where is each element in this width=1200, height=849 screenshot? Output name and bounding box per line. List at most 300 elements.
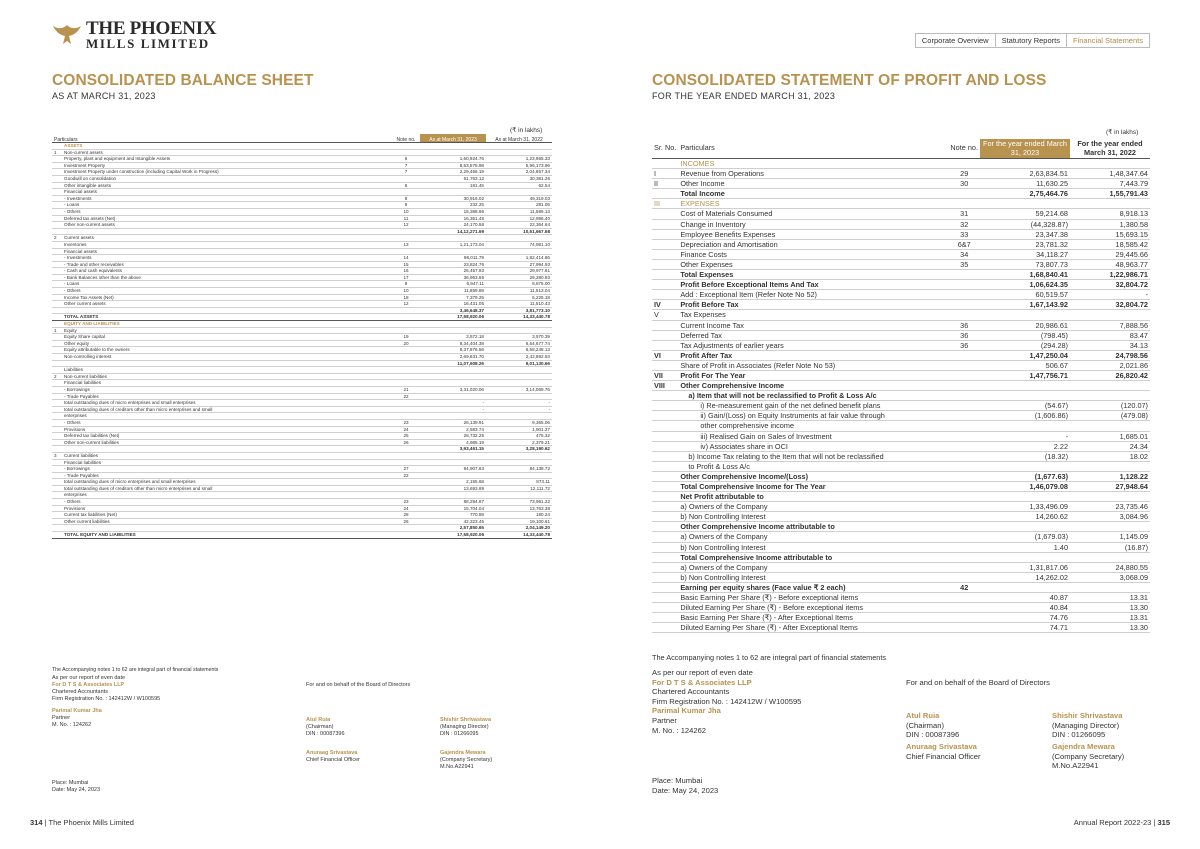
row-particulars: Current liabilities	[62, 452, 392, 459]
pl-auditor-firm-type: Chartered Accountants	[652, 687, 730, 697]
table-row	[652, 330, 1150, 340]
pl-director-2-role: (Managing Director)	[1052, 720, 1120, 730]
table-row	[52, 472, 552, 479]
row-note	[948, 360, 980, 370]
row-particulars: other comprehensive income	[678, 421, 948, 431]
row-particulars: Other intangible assets	[62, 182, 392, 189]
table-row	[52, 182, 552, 189]
row-particulars: a) Owners of the Company	[678, 502, 948, 512]
table-row	[652, 613, 1150, 623]
footer-report: Annual Report 2022-23	[1073, 818, 1152, 827]
row-particulars: - Others	[62, 499, 392, 506]
row-value-2023: 40.84	[980, 603, 1070, 613]
tab-statutory-reports[interactable]: Statutory Reports	[995, 34, 1066, 47]
row-value-2023: 770.89	[420, 512, 486, 519]
row-sr	[652, 421, 678, 431]
director-1-name: Atul Ruia	[306, 717, 331, 723]
row-note: 21	[392, 386, 420, 393]
row-value-2023	[980, 421, 1070, 431]
row-note: 24	[392, 505, 420, 512]
row-particulars: a) Owners of the Company	[678, 562, 948, 572]
row-value-2022: 22,364.64	[486, 222, 552, 229]
row-particulars: total outstanding dues of creditors other than micro enterprises and small	[62, 485, 392, 492]
row-sr	[52, 446, 62, 453]
table-row	[52, 255, 552, 262]
row-value-2022: 1,22,986.71	[1070, 270, 1150, 280]
row-note	[948, 431, 980, 441]
table-row	[52, 505, 552, 512]
row-value-2022: 6,58,248.13	[486, 347, 552, 354]
row-sr	[652, 360, 678, 370]
row-note	[392, 367, 420, 374]
row-sr	[52, 169, 62, 176]
row-note: 13	[392, 241, 420, 248]
row-particulars: i) Re-measurement gain of the net defined benefit plans	[678, 401, 948, 411]
cs-role: (Company Secretary)	[440, 757, 493, 763]
table-row	[52, 274, 552, 281]
pl-partner-mno: M. No. : 124262	[652, 725, 707, 735]
auditor-firm: For D T S & Associates LLP	[52, 682, 125, 688]
row-particulars	[62, 525, 392, 532]
table-row	[652, 623, 1150, 633]
row-note	[392, 485, 420, 492]
row-value-2022: 3,81,773.10	[486, 307, 552, 314]
table-row	[652, 603, 1150, 613]
row-value-2022	[486, 149, 552, 156]
tab-financial-statements[interactable]: Financial Statements	[1066, 34, 1149, 47]
cs-name: Gajendra Mewara	[440, 750, 486, 756]
row-particulars: Revenue from Operations	[678, 169, 948, 179]
row-sr	[52, 162, 62, 169]
row-particulars: Investment Property	[62, 162, 392, 169]
table-row	[652, 542, 1150, 552]
director-2-din: DIN : 01266095	[440, 731, 479, 737]
section-nav	[915, 33, 1150, 48]
table-row	[652, 552, 1150, 562]
row-value-2023	[980, 159, 1070, 169]
page-number-left: 314	[30, 818, 43, 827]
row-value-2023: 13,693.89	[420, 485, 486, 492]
row-value-2023: 24,170.58	[420, 222, 486, 229]
pl-director-2-din: DIN : 01266095	[1052, 730, 1106, 740]
row-sr	[52, 202, 62, 209]
table-row	[52, 228, 552, 235]
row-value-2022	[1070, 582, 1150, 592]
row-sr	[652, 613, 678, 623]
row-note	[392, 380, 420, 387]
pl-auditor-firm: For D T S & Associates LLP	[652, 677, 752, 687]
left-footer: 314 | The Phoenix Mills Limited	[30, 818, 134, 827]
table-row	[52, 261, 552, 268]
row-sr: IV	[652, 300, 678, 310]
table-row	[652, 572, 1150, 582]
table-row	[52, 143, 552, 150]
row-particulars	[62, 228, 392, 235]
row-sr: 1	[52, 149, 62, 156]
row-value-2023	[420, 413, 486, 420]
row-value-2022	[486, 380, 552, 387]
row-sr	[652, 209, 678, 219]
row-value-2023	[980, 310, 1070, 320]
header-particulars: Particulars	[678, 139, 948, 159]
table-row	[652, 421, 1150, 431]
table-row	[52, 492, 552, 499]
row-particulars: - Loans	[62, 281, 392, 288]
row-particulars: Provisions	[62, 426, 392, 433]
row-note	[392, 314, 420, 321]
table-row	[652, 229, 1150, 239]
row-value-2023: 40.87	[980, 593, 1070, 603]
cfo-name: Anuraag Srivastava	[306, 750, 358, 756]
row-sr	[52, 393, 62, 400]
table-row	[652, 502, 1150, 512]
row-particulars: Inventories	[62, 241, 392, 248]
row-value-2023: 98,011.79	[420, 255, 486, 262]
row-sr	[652, 552, 678, 562]
partner-name: Parimal Kumar Jha	[52, 708, 102, 714]
row-value-2023: 3,31,020.06	[420, 386, 486, 393]
table-row	[652, 340, 1150, 350]
row-value-2022	[1070, 461, 1150, 471]
table-row	[52, 169, 552, 176]
row-particulars: - Others	[62, 419, 392, 426]
table-row	[52, 459, 552, 466]
table-row	[652, 169, 1150, 179]
row-value-2023: 506.67	[980, 360, 1070, 370]
row-particulars: TOTAL EQUITY AND LIABILITIES	[62, 532, 392, 539]
table-row	[52, 419, 552, 426]
row-sr	[652, 259, 678, 269]
row-note	[948, 552, 980, 562]
row-note	[392, 347, 420, 354]
pl-cs-name: Gajendra Mewara	[1052, 742, 1115, 751]
pl-place: Place: Mumbai	[652, 776, 703, 785]
row-value-2022: 8,875.00	[486, 281, 552, 288]
row-note: 24	[392, 426, 420, 433]
table-row	[52, 446, 552, 453]
row-particulars: Investment Property under construction (including Capital Work in Progress)	[62, 169, 392, 176]
row-particulars: Financial liabilities	[62, 459, 392, 466]
row-value-2023: 73,807.73	[980, 259, 1070, 269]
row-particulars: Property, plant and equipment and Intangible Assets	[62, 156, 392, 163]
row-value-2022: 24,880.55	[1070, 562, 1150, 572]
row-value-2023: 74.71	[980, 623, 1070, 633]
row-note	[948, 603, 980, 613]
pl-director-1	[906, 711, 959, 740]
row-particulars: - Cash and cash equivalents	[62, 268, 392, 275]
row-value-2023: 20,986.61	[980, 320, 1070, 330]
pl-board-heading: For and on behalf of the Board of Directors	[906, 678, 1050, 687]
table-row	[652, 532, 1150, 542]
table-row	[652, 320, 1150, 330]
row-note: 36	[948, 330, 980, 340]
row-sr	[652, 401, 678, 411]
row-value-2023: 1,33,496.09	[980, 502, 1070, 512]
row-note: 17	[392, 274, 420, 281]
row-value-2022: 7,888.56	[1070, 320, 1150, 330]
row-note	[948, 370, 980, 380]
row-sr	[52, 413, 62, 420]
row-value-2023	[420, 321, 486, 328]
table-row	[652, 441, 1150, 451]
row-value-2023	[420, 143, 486, 150]
row-sr	[52, 499, 62, 506]
row-value-2023	[980, 199, 1070, 209]
row-note	[948, 532, 980, 542]
row-value-2023: (54.67)	[980, 401, 1070, 411]
table-row	[652, 370, 1150, 380]
pl-subtitle: FOR THE YEAR ENDED MARCH 31, 2023	[652, 91, 836, 101]
row-sr	[652, 189, 678, 199]
row-value-2023	[420, 149, 486, 156]
row-sr	[52, 367, 62, 374]
row-note: 34	[948, 249, 980, 259]
row-sr	[652, 482, 678, 492]
row-note: 7	[392, 169, 420, 176]
row-sr	[52, 406, 62, 413]
row-value-2023: 8,53,575.98	[420, 162, 486, 169]
row-value-2023: 30,916.02	[420, 195, 486, 202]
row-particulars: ASSETS	[62, 143, 392, 150]
row-value-2023	[420, 327, 486, 334]
row-note	[392, 479, 420, 486]
row-note	[392, 400, 420, 407]
row-value-2022: 11,513.04	[486, 288, 552, 295]
cs-mno: M.No.A22941	[440, 764, 474, 770]
row-note	[948, 482, 980, 492]
row-note	[392, 446, 420, 453]
pl-cfo-name: Anuraag Srivastava	[906, 742, 977, 751]
row-sr	[52, 288, 62, 295]
row-value-2023: 26,457.93	[420, 268, 486, 275]
row-sr	[52, 314, 62, 321]
row-note: 35	[948, 259, 980, 269]
row-particulars: Other Comprehensive Income/(Loss)	[678, 471, 948, 481]
row-particulars: - Loans	[62, 202, 392, 209]
row-value-2023: 2.22	[980, 441, 1070, 451]
table-row	[652, 593, 1150, 603]
table-row	[52, 340, 552, 347]
row-value-2023	[420, 248, 486, 255]
row-value-2023: 11,07,608.26	[420, 360, 486, 367]
place-date	[52, 780, 100, 794]
cs-block	[440, 750, 492, 771]
row-sr	[652, 542, 678, 552]
row-value-2022	[1070, 159, 1150, 169]
table-row	[652, 471, 1150, 481]
row-particulars: EQUITY AND LIABILITIES	[62, 321, 392, 328]
row-value-2022: 74,981.10	[486, 241, 552, 248]
row-value-2023: 1,47,756.71	[980, 370, 1070, 380]
row-note	[948, 401, 980, 411]
row-value-2022: 873.11	[486, 479, 552, 486]
row-sr	[652, 340, 678, 350]
row-value-2022: 32,804.72	[1070, 280, 1150, 290]
table-row	[52, 321, 552, 328]
row-note: 15	[392, 261, 420, 268]
row-sr	[652, 582, 678, 592]
row-particulars: Total Income	[678, 189, 948, 199]
row-value-2023	[420, 472, 486, 479]
row-sr	[52, 143, 62, 150]
row-value-2022: (479.08)	[1070, 411, 1150, 421]
row-note: 26	[392, 518, 420, 525]
row-particulars: INCOMES	[678, 159, 948, 169]
header-col-2022: For the year ended March 31, 2022	[1070, 139, 1150, 159]
row-value-2023: 28,732.25	[420, 433, 486, 440]
row-sr	[52, 433, 62, 440]
row-particulars: Non-current liabilities	[62, 373, 392, 380]
board-heading: For and on behalf of the Board of Directors	[306, 682, 411, 688]
header-sr: Sr. No.	[652, 139, 678, 159]
row-value-2022: 62.54	[486, 182, 552, 189]
row-value-2023: 61,763.12	[420, 175, 486, 182]
row-value-2023: 8,37,976.56	[420, 347, 486, 354]
row-sr	[652, 603, 678, 613]
row-particulars: - Bank Balances other than the above	[62, 274, 392, 281]
pl-director-1-din: DIN : 00087396	[906, 730, 960, 740]
row-particulars: - Investments	[62, 255, 392, 262]
table-header-row	[52, 134, 552, 143]
right-footer: Annual Report 2022-23 | 315	[1073, 818, 1170, 827]
table-row	[652, 199, 1150, 209]
row-particulars: Other current liabilities	[62, 518, 392, 525]
table-row	[52, 518, 552, 525]
row-note	[392, 248, 420, 255]
row-particulars: TOTAL ASSETS	[62, 314, 392, 321]
table-row	[52, 288, 552, 295]
row-value-2023: (798.45)	[980, 330, 1070, 340]
row-particulars: Equity attributable to the owners	[62, 347, 392, 354]
row-sr	[652, 471, 678, 481]
table-row	[652, 270, 1150, 280]
row-value-2022: 1,685.01	[1070, 431, 1150, 441]
table-row	[652, 451, 1150, 461]
row-sr: 1	[52, 327, 62, 334]
row-value-2023: 23,347.38	[980, 229, 1070, 239]
row-value-2022: 8,918.13	[1070, 209, 1150, 219]
row-value-2022: 9,01,130.66	[486, 360, 552, 367]
pl-director-2-name: Shishir Shrivastava	[1052, 711, 1123, 720]
pl-per-report: As per our report of even date	[652, 668, 753, 677]
row-value-2023: 11,630.25	[980, 179, 1070, 189]
row-note	[392, 492, 420, 499]
table-row	[52, 195, 552, 202]
row-value-2023: 2,75,464.76	[980, 189, 1070, 199]
row-value-2022: 34.13	[1070, 340, 1150, 350]
row-note	[948, 492, 980, 502]
row-value-2023: (18.32)	[980, 451, 1070, 461]
table-row	[52, 235, 552, 242]
row-particulars: - Borrowings	[62, 466, 392, 473]
row-particulars: a) Owners of the Company	[678, 532, 948, 542]
table-row	[52, 149, 552, 156]
table-row	[652, 431, 1150, 441]
table-row	[52, 373, 552, 380]
row-particulars: Depreciation and Amortisation	[678, 239, 948, 249]
row-sr	[652, 280, 678, 290]
row-particulars: - Trade Payables	[62, 472, 392, 479]
row-note: 12	[392, 301, 420, 308]
row-note	[948, 572, 980, 582]
row-value-2023: 7,379.25	[420, 294, 486, 301]
table-header-row	[652, 139, 1150, 159]
row-note	[948, 391, 980, 401]
row-note: 8	[392, 195, 420, 202]
row-sr	[652, 391, 678, 401]
row-value-2022: 1,23,955.33	[486, 156, 552, 163]
pl-cfo-role: Chief Financial Officer	[906, 751, 981, 761]
table-row	[52, 360, 552, 367]
balance-sheet-table	[52, 134, 552, 539]
table-row	[652, 219, 1150, 229]
table-row	[52, 215, 552, 222]
row-sr	[52, 459, 62, 466]
row-note: 36	[948, 340, 980, 350]
director-1	[306, 717, 345, 738]
row-note	[392, 459, 420, 466]
row-particulars: Other equity	[62, 340, 392, 347]
row-note	[948, 512, 980, 522]
row-sr	[52, 380, 62, 387]
logo-line-2: MILLS LIMITED	[86, 36, 210, 52]
row-note	[948, 593, 980, 603]
row-note	[948, 310, 980, 320]
row-value-2022: 29,280.93	[486, 274, 552, 281]
row-particulars: Equity	[62, 327, 392, 334]
row-value-2022: 13.30	[1070, 623, 1150, 633]
row-value-2023	[980, 381, 1070, 391]
row-sr	[52, 334, 62, 341]
row-sr	[652, 270, 678, 280]
row-value-2022: 1,128.22	[1070, 471, 1150, 481]
row-value-2022	[486, 393, 552, 400]
row-note	[948, 421, 980, 431]
tab-corporate-overview[interactable]: Corporate Overview	[921, 36, 989, 45]
row-note	[948, 199, 980, 209]
row-note	[392, 235, 420, 242]
row-particulars: Share of Profit in Associates (Refer Note No 53)	[678, 360, 948, 370]
row-note	[392, 360, 420, 367]
row-particulars: Basic Earning Per Share (₹) - After Exceptional Items	[678, 613, 948, 623]
row-note	[948, 159, 980, 169]
row-value-2023	[420, 367, 486, 374]
row-value-2022: (120.07)	[1070, 401, 1150, 411]
row-value-2023: 232.25	[420, 202, 486, 209]
row-sr	[52, 215, 62, 222]
row-value-2022	[1070, 310, 1150, 320]
row-note	[392, 354, 420, 361]
row-value-2022: 3,28,190.62	[486, 446, 552, 453]
row-particulars: b) Non Controlling Interest	[678, 542, 948, 552]
table-row	[52, 354, 552, 361]
row-particulars: Diluted Earning Per Share (₹) - After Exceptional Items	[678, 623, 948, 633]
pl-place-date	[652, 776, 718, 795]
row-value-2023	[420, 393, 486, 400]
row-note	[948, 502, 980, 512]
row-value-2023	[420, 492, 486, 499]
row-note	[948, 613, 980, 623]
row-sr: I	[652, 169, 678, 179]
row-value-2022: 281.05	[486, 202, 552, 209]
row-value-2022: 30,381.26	[486, 175, 552, 182]
row-particulars: Other Income	[678, 179, 948, 189]
row-value-2023: 17,58,920.06	[420, 532, 486, 539]
pl-title: CONSOLIDATED STATEMENT OF PROFIT AND LOSS	[652, 72, 1047, 89]
row-sr	[52, 532, 62, 539]
row-sr	[52, 321, 62, 328]
table-row	[52, 413, 552, 420]
